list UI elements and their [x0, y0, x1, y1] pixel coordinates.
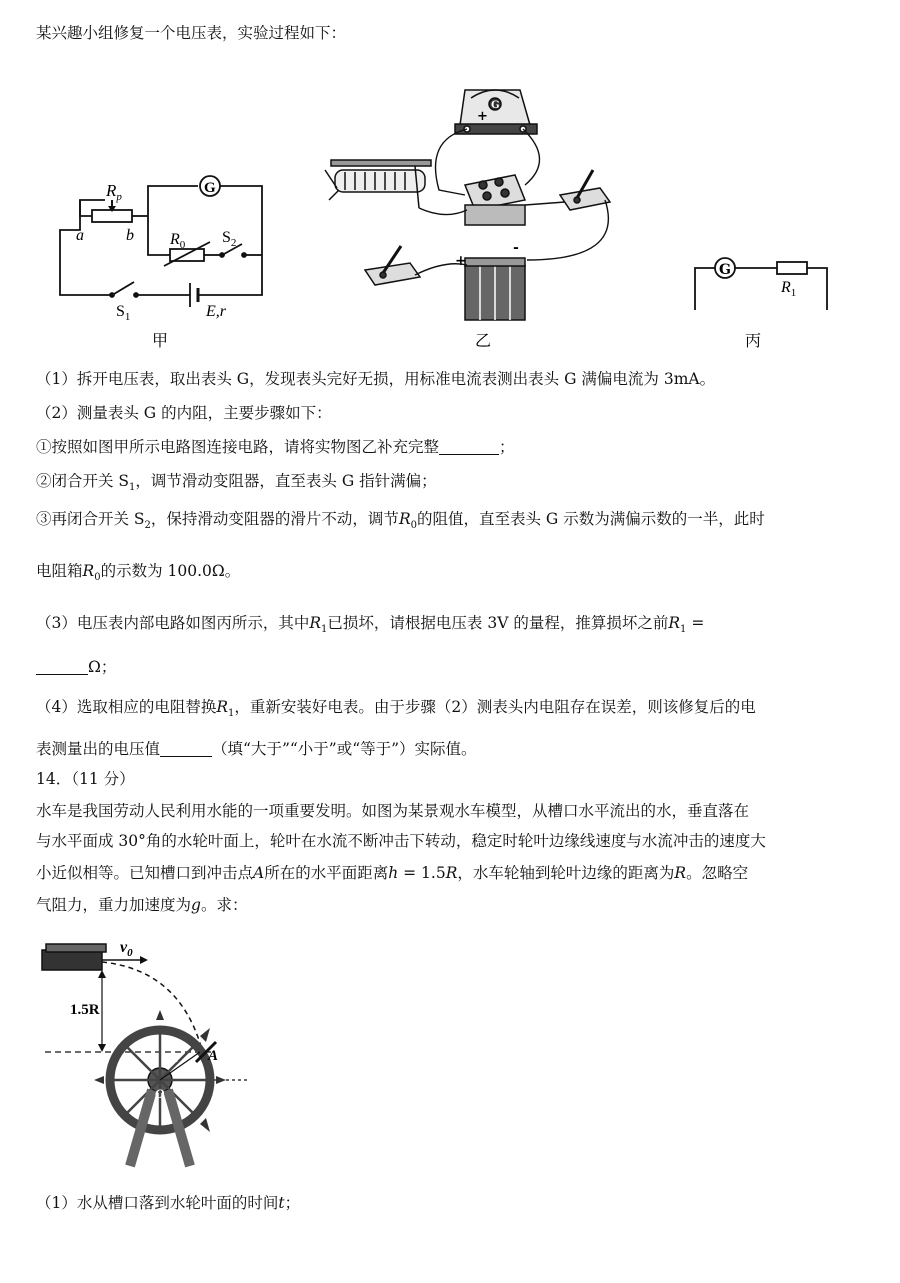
q14-sub1: （1）水从槽口落到水轮叶面的时间t；: [36, 1194, 301, 1212]
resistance-box-device: [465, 175, 525, 225]
yi-meter-plus: +: [477, 109, 488, 124]
q13-step3-cont: 电阻箱$R_0$的示数为 100.0Ω。: [36, 562, 241, 584]
battery-minus: -: [513, 240, 519, 256]
rp-label: $R_p$: [106, 181, 122, 203]
radius-label: R: [168, 1050, 179, 1066]
height-label: 1.5R: [70, 1002, 100, 1018]
bing-g-label: G: [719, 262, 731, 278]
figure-jia-circuit: [50, 170, 280, 350]
v0-label: $v_0$: [120, 939, 133, 959]
figure-yi-apparatus: [315, 60, 645, 350]
point-a-label: A: [208, 1048, 219, 1064]
q14-text-3: 小近似相等。已知槽口到冲击点A所在的水平面距离h = 1.5R，水车轮轴到轮叶边缘的距离为R。忽略空: [36, 864, 749, 882]
figure-bing-circuit: [685, 250, 845, 350]
q14-text-2: 与水平面成 30°角的水轮叶面上，轮叶在水流不断冲击下转动，稳定时轮叶边缘线速度与水流冲击的速度大: [36, 832, 766, 850]
r1-resistor: [777, 262, 807, 274]
r0-label: $R_0$: [170, 231, 186, 251]
q13-part4-cont: 表测量出的电压值 （填“大于”“小于”或“等于”）实际值。: [36, 740, 477, 758]
g-label: G: [204, 180, 216, 196]
b-label: b: [126, 227, 134, 244]
figure-jia-caption: 甲: [152, 331, 169, 350]
figure-water-wheel: [40, 930, 260, 1180]
answer-blank-1[interactable]: [439, 438, 499, 455]
q13-step1: ①按照如图甲所示电路图连接电路，请将实物图乙补充完整 ；: [36, 438, 515, 456]
a-label: a: [76, 227, 84, 244]
galvanometer-device: [455, 90, 537, 134]
yi-g-label: G: [491, 100, 500, 111]
intro-text: 某兴趣小组修复一个电压表，实验过程如下：: [36, 24, 347, 42]
axle-o-label: O: [155, 1086, 165, 1101]
q13-part1: （1）拆开电压表，取出表头 G，发现表头完好无损，用标准电流表测出表头 G 满偏电流为 3mA。: [36, 370, 716, 388]
battery-device: [465, 258, 525, 320]
figure-yi-caption: 乙: [475, 331, 492, 350]
water-trough: [42, 944, 106, 970]
s1-label: $S_1$: [116, 303, 131, 323]
q13-part3-cont: Ω；: [36, 656, 116, 678]
er-label: E,r: [206, 303, 226, 320]
answer-blank-3[interactable]: [160, 740, 212, 757]
q13-step3: ③再闭合开关 $S_2$，保持滑动变阻器的滑片不动，调节$R_0$的阻值，直至表头 G 示数为满偏示数的一半，此时: [36, 510, 765, 532]
s2-label: $S_2$: [222, 229, 237, 249]
switch-s2-device: [365, 246, 420, 285]
answer-blank-2[interactable]: [36, 658, 88, 675]
q14-heading: 14．（11 分）: [36, 770, 135, 788]
switch-s1-device: [560, 170, 610, 210]
q14-text-1: 水车是我国劳动人民利用水能的一项重要发明。如图为某景观水车模型，从槽口水平流出的水，垂直落在: [36, 802, 750, 820]
q13-part3: （3）电压表内部电路如图丙所示，其中$R_1$已损坏，请根据电压表 3V 的量程，推算损坏之前$R_1$ =: [36, 614, 705, 636]
bing-r1-label: $R_1$: [781, 279, 797, 299]
rheostat-device: [325, 160, 431, 208]
figure-bing-caption: 丙: [745, 331, 762, 350]
q13-part2: （2）测量表头 G 的内阻，主要步骤如下：: [36, 404, 332, 422]
q13-part4: （4）选取相应的电阻替换$R_1$，重新安装好电表。由于步骤（2）测表头内电阻存在误差，则该修复后的电: [36, 698, 756, 720]
angle-label: 30°: [178, 1065, 195, 1079]
q14-text-4: 气阻力，重力加速度为g。求：: [36, 896, 248, 914]
q13-step2: ②闭合开关 $S_1$，调节滑动变阻器，直至表头 G 指针满偏；: [36, 472, 437, 494]
battery-plus: +: [455, 253, 467, 269]
